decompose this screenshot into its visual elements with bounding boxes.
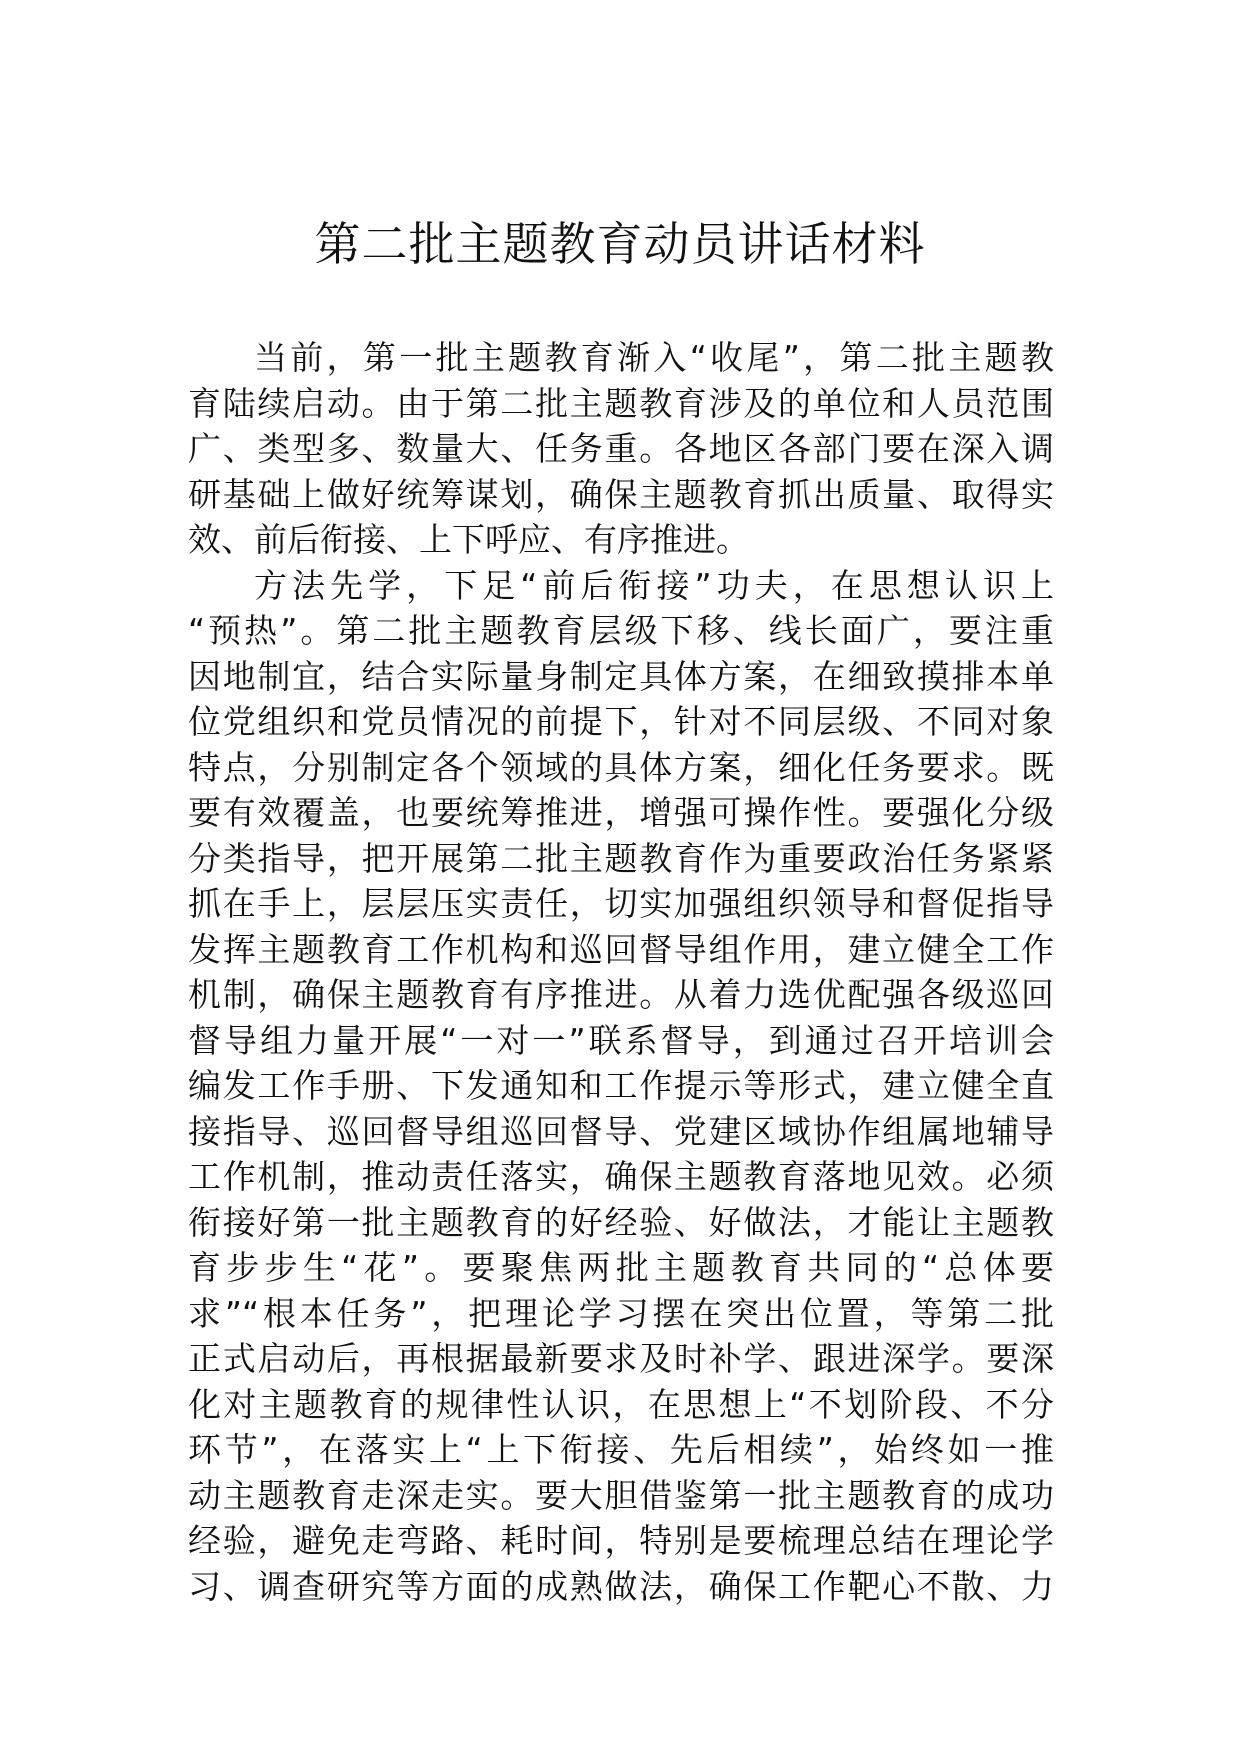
paragraph-2-line: 编发工作手册、下发通知和工作提示等形式，建立健全直 (188, 1066, 1054, 1105)
paragraph-2-line: 育步步生“花”。要聚焦两批主题教育共同的“总体要 (188, 1248, 1054, 1287)
paragraph-2-line: 工作机制，推动责任落实，确保主题教育落地见效。必须 (188, 1157, 1054, 1196)
paragraph-2-line: 分类指导，把开展第二批主题教育作为重要政治任务紧紧 (188, 838, 1054, 878)
paragraph-2-line: 机制，确保主题教育有序推进。从着力选优配强各级巡回 (188, 975, 1054, 1014)
paragraph-1-line: 广、类型多、数量大、任务重。各地区各部门要在深入调 (188, 429, 1054, 468)
paragraph-2-line: 求”“根本任务”，把理论学习摆在突出位置，等第二批 (188, 1293, 1054, 1333)
paragraph-2-line: 接指导、巡回督导组巡回督导、党建区域协作组属地辅导 (188, 1111, 1054, 1151)
document-title: 第二批主题教育动员讲话材料 (314, 217, 926, 271)
paragraph-1 (188, 335, 1054, 563)
paragraph-2-line: 抓在手上，层层压实责任，切实加强组织领导和督促指导 (188, 884, 1054, 923)
paragraph-2-line: 经验，避免走弯路、耗时间，特别是要梳理总结在理论学 (188, 1521, 1054, 1560)
paragraph-2-line: 发挥主题教育工作机构和巡回督导组作用，建立健全工作 (188, 929, 1054, 969)
paragraph-1-line: 效、前后衔接、上下呼应、有序推进。 (188, 520, 749, 559)
paragraph-1-line: 研基础上做好统筹谋划，确保主题教育抓出质量、取得实 (188, 474, 1054, 514)
paragraph-2-line: 衔接好第一批主题教育的好经验、好做法，才能让主题教 (188, 1202, 1054, 1242)
paragraph-2-line: “预热”。第二批主题教育层级下移、线长面广，要注重 (188, 611, 1054, 650)
paragraph-2-line: 要有效覆盖，也要统筹推进，增强可操作性。要强化分级 (188, 793, 1054, 832)
paragraph-2-line: 特点，分别制定各个领域的具体方案，细化任务要求。既 (188, 747, 1054, 787)
paragraph-2-line: 化对主题教育的规律性认识，在思想上“不划阶段、不分 (188, 1384, 1054, 1424)
document-body (188, 335, 1054, 1609)
paragraph-2-line: 督导组力量开展“一对一”联系督导，到通过召开培训会 (188, 1020, 1054, 1060)
paragraph-1-line: 育陆续启动。由于第二批主题教育涉及的单位和人员范围 (188, 383, 1054, 423)
paragraph-2-line: 环节”，在落实上“上下衔接、先后相续”，始终如一推 (188, 1430, 1054, 1469)
paragraph-2 (188, 563, 1054, 1610)
paragraph-1-line: 当前，第一批主题教育渐入“收尾”，第二批主题教 (254, 338, 1054, 377)
paragraph-2-line: 正式启动后，再根据最新要求及时补学、跟进深学。要深 (188, 1339, 1054, 1378)
paragraph-2-line: 方法先学，下足“前后衔接”功夫，在思想认识上 (254, 565, 1054, 605)
paragraph-2-line: 因地制宜，结合实际量身制定具体方案，在细致摸排本单 (188, 656, 1054, 696)
paragraph-2-line: 动主题教育走深走实。要大胆借鉴第一批主题教育的成功 (188, 1475, 1054, 1515)
paragraph-2-line: 位党组织和党员情况的前提下，针对不同层级、不同对象 (188, 702, 1054, 741)
paragraph-2-line: 习、调查研究等方面的成熟做法，确保工作靶心不散、力 (188, 1566, 1054, 1606)
